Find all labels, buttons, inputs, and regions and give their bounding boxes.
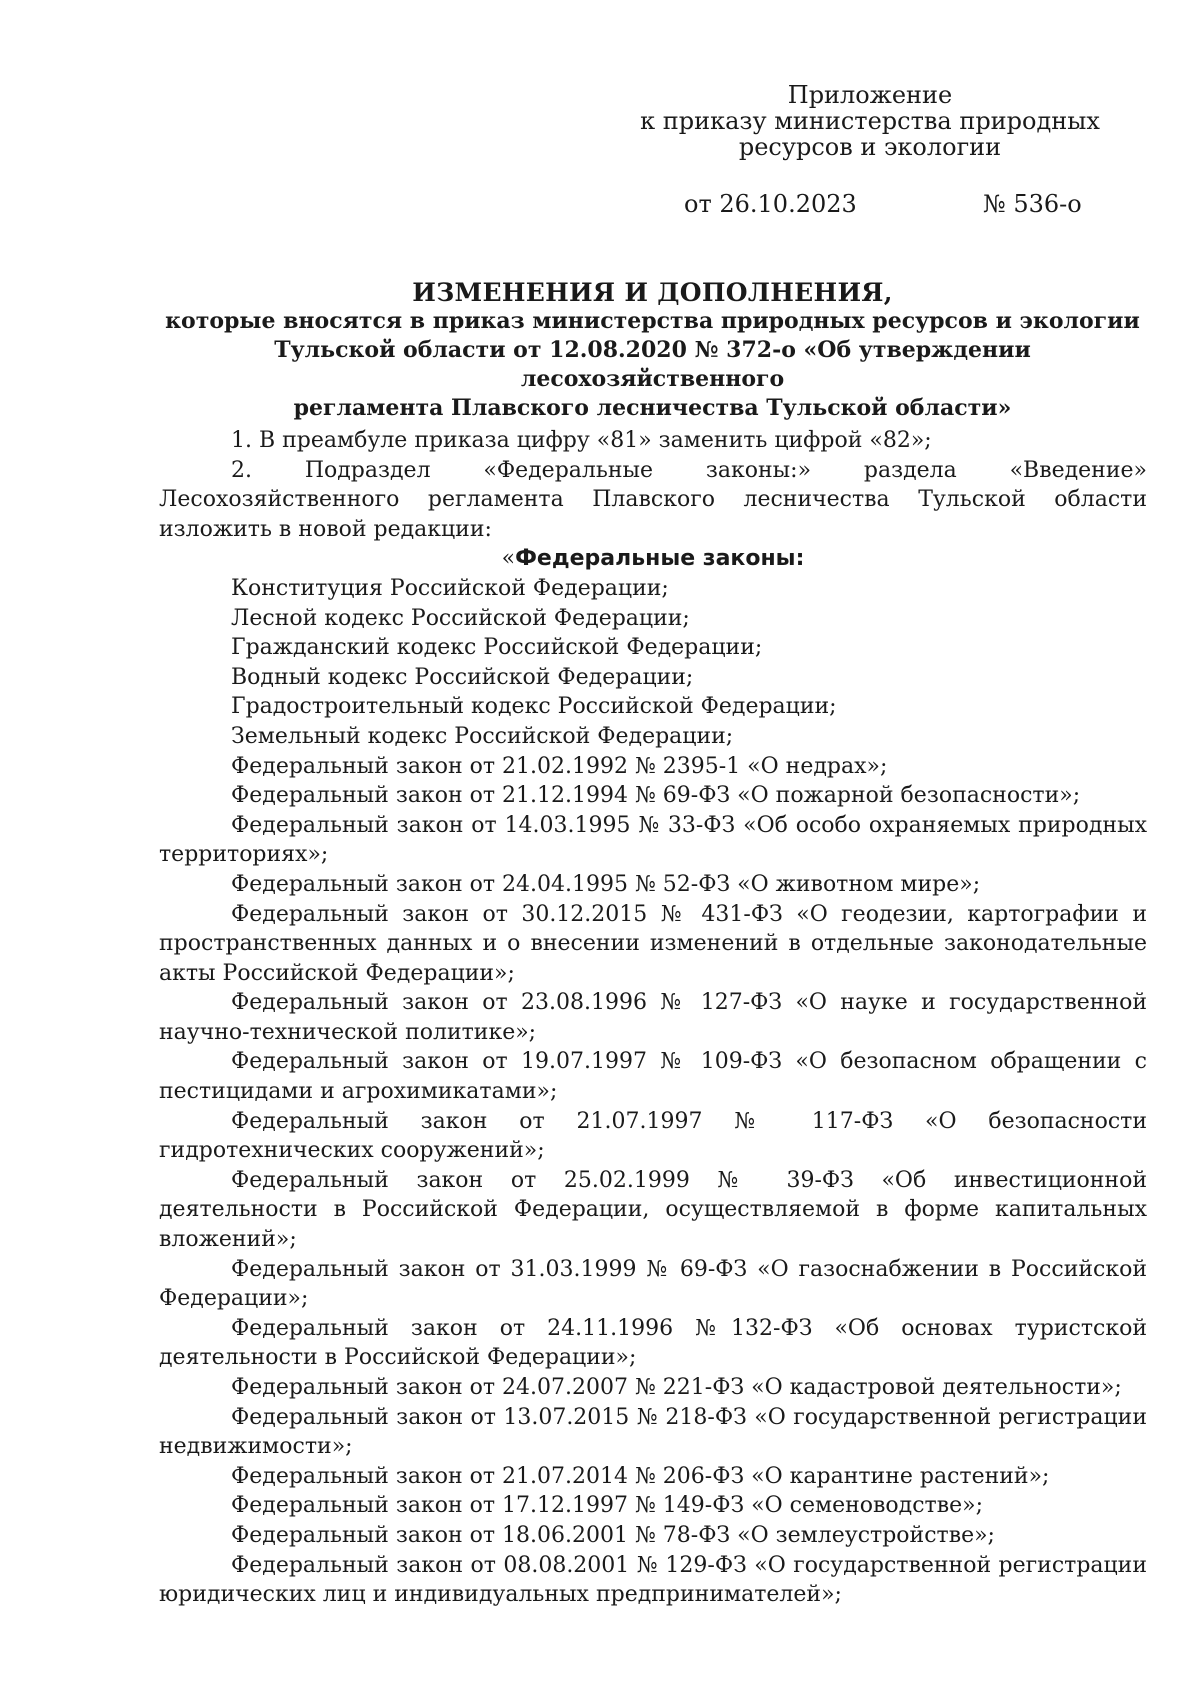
law-item: Водный кодекс Российской Федерации; [231, 664, 694, 690]
law-item: Земельный кодекс Российской Федерации; [231, 723, 734, 749]
order-number: № 536-о [983, 190, 1082, 218]
law-item: Федеральный закон от 31.03.1999 № 69-ФЗ «О газоснабжении в Российской Федерации»; [159, 1256, 1147, 1312]
title-line-2: которые вносятся в приказ министерства природных ресурсов и экологии [165, 308, 1140, 334]
appendix-header [640, 82, 1100, 160]
law-item: Федеральный закон от 21.07.2014 № 206-ФЗ «О карантине растений»; [231, 1463, 1050, 1489]
title-line-4: регламента Плавского лесничества Тульской области» [293, 395, 1012, 421]
law-item: Федеральный закон от 18.06.2001 № 78-ФЗ «О землеустройстве»; [231, 1522, 995, 1548]
law-item: Федеральный закон от 21.07.1997 № 117-ФЗ «О безопасности гидротехнических сооружений»; [159, 1108, 1147, 1164]
law-item: Федеральный закон от 24.07.2007 № 221-ФЗ «О кадастровой деятельности»; [231, 1375, 1122, 1400]
law-item: Федеральный закон от 21.02.1992 № 2395-1 «О недрах»; [231, 753, 888, 779]
law-item: Федеральный закон от 14.03.1995 № 33-ФЗ «Об особо охраняемых природных территориях»; [159, 812, 1147, 868]
document-title [160, 278, 1145, 423]
law-item: Федеральный закон от 08.08.2001 № 129-ФЗ «О государственной регистрации юридических лиц и индивидуальных предпринимателей»; [159, 1552, 1147, 1608]
item-2: 2. Подраздел «Федеральные законы:» раздела «Введение» Лесохозяйственного регламента Плавского лесничества Тульской области изложить в новой редакции: [159, 457, 1147, 542]
item-1: 1. В преамбуле приказа цифру «81» заменить цифрой «82»; [231, 428, 932, 453]
title-main: ИЗМЕНЕНИЯ И ДОПОЛНЕНИЯ, [412, 278, 893, 307]
open-quote: « [501, 546, 516, 572]
law-item: Федеральный закон от 13.07.2015 № 218-ФЗ «О государственной регистрации недвижимости»; [159, 1404, 1147, 1460]
law-item: Федеральный закон от 24.11.1996 №132-ФЗ «Об основах туристской деятельности в Российской Федерации»; [159, 1315, 1147, 1371]
section-heading [159, 544, 1147, 574]
law-item: Федеральный закон от 23.08.1996 № 127-ФЗ «О науке и государственной научно-технической политике»; [159, 990, 1147, 1045]
law-item: Федеральный закон от 19.07.1997 № 109-ФЗ «О безопасном обращении с пестицидами и агрохимикатами»; [159, 1049, 1147, 1105]
law-item: Федеральный закон от 24.04.1995 № 52-ФЗ «О животном мире»; [231, 871, 981, 897]
order-date: от 26.10.2023 [684, 190, 857, 218]
appendix-order-ref: к приказу министерства природных [640, 107, 1100, 135]
law-item: Федеральный закон от 25.02.1999 № 39-ФЗ «Об инвестиционной деятельности в Российской Федерации, осуществляемой в форме капитальных вложений»; [159, 1167, 1147, 1253]
law-item: Конституция Российской Федерации; [231, 575, 669, 601]
law-item: Федеральный закон от 21.12.1994 № 69-ФЗ «О пожарной безопасности»; [231, 783, 1081, 809]
document-body [159, 426, 1147, 1610]
section-heading-text: Федеральные законы: [515, 546, 805, 572]
law-item: Федеральный закон от 30.12.2015 № 431-ФЗ «О геодезии, картографии и пространственных данных и о внесении изменений в отдельные законодательные акты Российской Федерации»; [159, 901, 1147, 986]
law-item: Лесной кодекс Российской Федерации; [231, 605, 690, 631]
title-line-3: Тульской области от 12.08.2020 № 372-о «Об утверждении лесохозяйственного [274, 337, 1031, 392]
law-item: Федеральный закон от 17.12.1997 № 149-ФЗ «О семеноводстве»; [231, 1493, 983, 1519]
law-item: Гражданский кодекс Российской Федерации; [231, 635, 763, 661]
appendix-ministry: ресурсов и экологии [738, 133, 1002, 161]
appendix-label: Приложение [787, 81, 953, 109]
law-item: Градостроительный кодекс Российской Федерации; [231, 694, 837, 720]
